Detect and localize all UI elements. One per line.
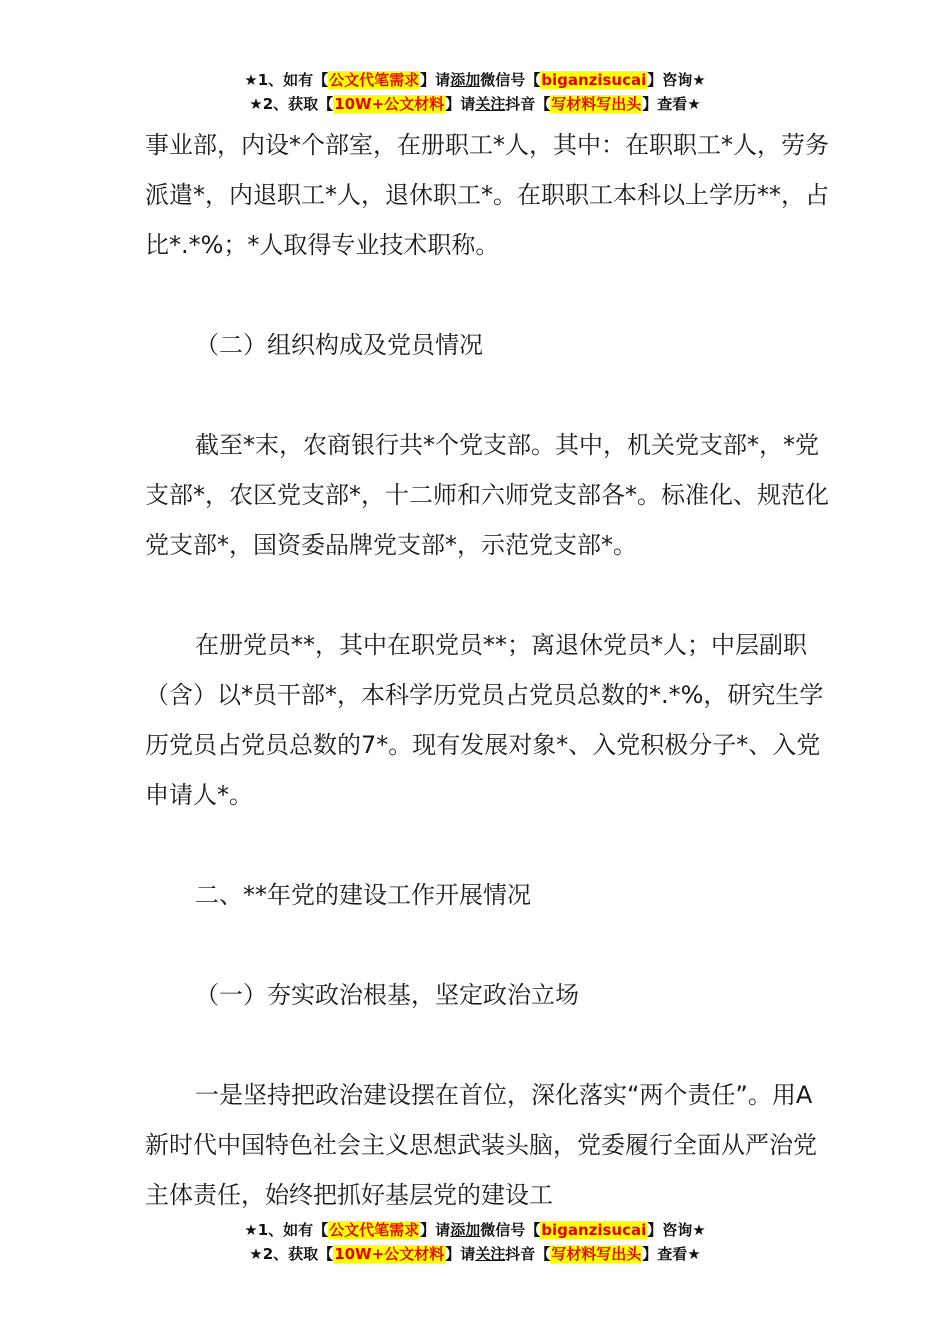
promo-underlined: 添加 [450, 1221, 481, 1239]
spacer [145, 920, 835, 970]
promo-highlight: 10W+公文材料 [334, 95, 445, 113]
promo-text: 微信号【 [480, 1221, 541, 1239]
promo-highlight: 公文代笔需求 [329, 71, 420, 89]
spacer [145, 820, 835, 870]
promo-text: 抖音【 [505, 95, 551, 113]
promo-text: 】查看★ [642, 1245, 701, 1263]
promo-text: 】请 [420, 1221, 451, 1239]
promo-text: ★2、获取【 [249, 95, 334, 113]
promo-text: ★2、获取【 [249, 1245, 334, 1263]
promo-underlined: 关注 [475, 95, 506, 113]
promo-line-1 [0, 1218, 950, 1242]
promo-underlined: 添加 [450, 71, 481, 89]
spacer [145, 370, 835, 420]
promo-text: 抖音【 [505, 1245, 551, 1263]
bottom-promo-banner [0, 1218, 950, 1266]
promo-text: ★1、如有【 [244, 1221, 329, 1239]
heading-subsection-one: （一）夯实政治根基，坚定政治立场 [195, 981, 579, 1009]
promo-text: 】请 [445, 95, 476, 113]
document-body [145, 120, 835, 1220]
top-promo-banner [0, 68, 950, 116]
promo-highlight: biganzisucai [541, 71, 647, 89]
promo-highlight: 写材料写出头 [551, 1245, 642, 1263]
promo-highlight: 10W+公文材料 [334, 1245, 445, 1263]
spacer [145, 1020, 835, 1070]
paragraph-party-branches: 截至*末，农商银行共*个党支部。其中，机关党支部*，*党支部*，农区党支部*，十二师和六师党支部各*。标准化、规范化党支部*，国资委品牌党支部*，示范党支部*。 [145, 431, 829, 559]
paragraph-political-building: 一是坚持把政治建设摆在首位，深化落实“两个责任”。用A新时代中国特色社会主义思想武装头脑，党委履行全面从严治党主体责任，始终把抓好基层党的建设工 [145, 1081, 817, 1209]
promo-text: 】查看★ [642, 95, 701, 113]
heading-org-structure: （二）组织构成及党员情况 [195, 331, 483, 359]
promo-text: 】咨询★ [647, 71, 706, 89]
spacer [145, 270, 835, 320]
promo-line-2 [0, 92, 950, 116]
promo-text: ★1、如有【 [244, 71, 329, 89]
promo-line-2 [0, 1242, 950, 1266]
paragraph-party-members: 在册党员**，其中在职党员**；离退休党员*人；中层副职（含）以*员干部*，本科学历党员占党员总数的*.*%，研究生学历党员占党员总数的7*。现有发展对象*、入党积极分子*、入党申请人*。 [145, 631, 824, 809]
promo-highlight: biganzisucai [541, 1221, 647, 1239]
promo-text: 微信号【 [480, 71, 541, 89]
promo-text: 】请 [445, 1245, 476, 1263]
promo-text: 】请 [420, 71, 451, 89]
spacer [145, 570, 835, 620]
promo-highlight: 写材料写出头 [551, 95, 642, 113]
promo-text: 】咨询★ [647, 1221, 706, 1239]
paragraph-staff-info: 事业部，内设*个部室，在册职工*人，其中：在职职工*人，劳务派遣*，内退职工*人，退休职工*。在职职工本科以上学历**，占比*.*%；*人取得专业技术职称。 [145, 131, 829, 259]
promo-line-1 [0, 68, 950, 92]
promo-highlight: 公文代笔需求 [329, 1221, 420, 1239]
heading-section-two: 二、**年党的建设工作开展情况 [195, 881, 531, 909]
promo-underlined: 关注 [475, 1245, 506, 1263]
